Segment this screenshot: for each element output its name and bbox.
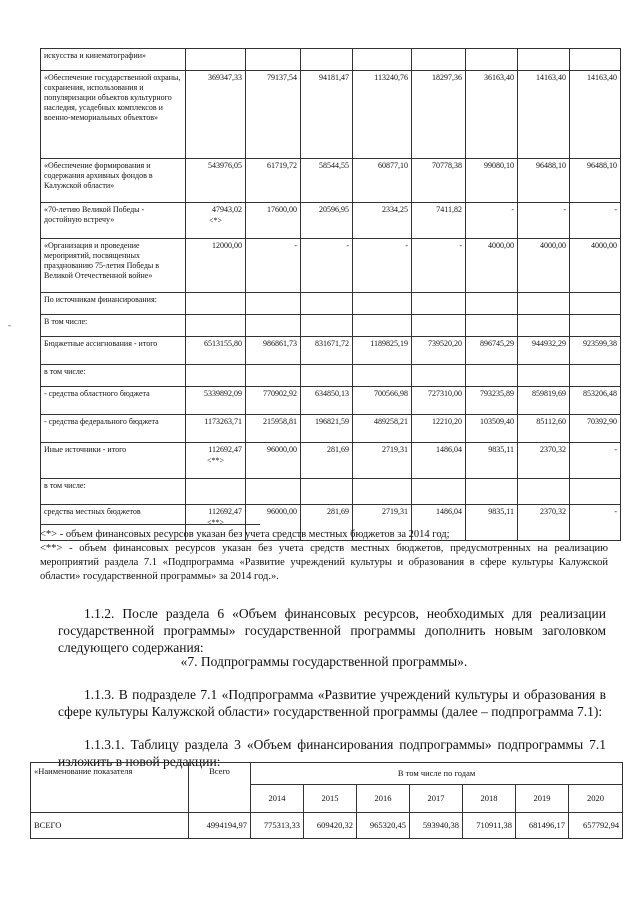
total-row-year-value: 965320,45	[357, 813, 410, 839]
paragraph-1-1-3-1-text: 1.1.3.1. Таблицу раздела 3 «Объем финансирования подпрограммы» подпрограммы 7.1 изложить в новой редакции:	[58, 737, 606, 769]
row-total-value: 47943,02	[212, 205, 242, 214]
year-header: 2016	[357, 785, 410, 813]
row-total-value: 1173263,71	[204, 417, 242, 426]
cell-year-2019	[518, 49, 570, 71]
total-row-year-value: 775313,33	[251, 813, 304, 839]
cell-year-2016	[353, 315, 412, 337]
row-total-value: 112692,47	[208, 445, 242, 454]
row-label: - средства областного бюджета	[41, 387, 186, 415]
cell-year-2019: 4000,00	[518, 239, 570, 293]
total-row-year-value: 609420,32	[304, 813, 357, 839]
cell-year-2016	[353, 365, 412, 387]
table-row	[41, 293, 621, 315]
cell-year-2014: 61719,72	[246, 159, 301, 203]
cell-year-2016: 60877,10	[353, 159, 412, 203]
total-row-year-value: 681496,17	[516, 813, 569, 839]
cell-year-2020	[570, 315, 621, 337]
cell-year-2016: 2719,31	[353, 505, 412, 541]
row-total-note: <**>	[206, 456, 225, 465]
table-row	[41, 415, 621, 443]
row-total	[186, 49, 246, 71]
cell-year-2018	[466, 49, 518, 71]
paragraph-1-1-3-text: 1.1.3. В подразделе 7.1 «Подпрограмма «Развитие учреждений культуры и образования в сфере культуры Калужской области» государственной программы (далее – подпрограмма 7.1):	[58, 687, 606, 719]
cell-year-2020: -	[570, 203, 621, 239]
cell-year-2015: 196821,59	[301, 415, 353, 443]
cell-year-2019: 2370,32	[518, 443, 570, 479]
row-label: в том числе:	[41, 365, 186, 387]
cell-year-2015	[301, 49, 353, 71]
row-total-note: <*>	[208, 216, 223, 225]
paragraph-1-1-3	[58, 686, 606, 720]
cell-year-2018: 896745,29	[466, 337, 518, 365]
row-total	[186, 387, 246, 415]
row-total	[186, 479, 246, 505]
cell-year-2019: 96488,10	[518, 159, 570, 203]
cell-year-2014	[246, 49, 301, 71]
table-row	[41, 203, 621, 239]
row-total-value: 6513155,80	[204, 339, 242, 348]
cell-year-2018: 99080,10	[466, 159, 518, 203]
cell-year-2014: 79137,54	[246, 71, 301, 159]
cell-year-2015: -	[301, 239, 353, 293]
cell-year-2020	[570, 365, 621, 387]
cell-year-2016: 700566,98	[353, 387, 412, 415]
cell-year-2020	[570, 479, 621, 505]
row-label: «Обеспечение государственной охраны, сохранения, использования и популяризации объектов культурного наследия, усадебных комплексов и военно-мемориальных объектов»	[41, 71, 186, 159]
row-label: По источникам финансирования:	[41, 293, 186, 315]
cell-year-2015: 58544,55	[301, 159, 353, 203]
cell-year-2017: 7411,82	[412, 203, 466, 239]
row-total	[186, 337, 246, 365]
footnote-1: <*> - объем финансовых ресурсов указан без учета средств местных бюджетов за 2014 год;	[40, 529, 450, 540]
cell-year-2014: 770902,92	[246, 387, 301, 415]
header-by-year: В том числе по годам	[251, 763, 623, 785]
table-row	[41, 239, 621, 293]
cell-year-2017: 18297,36	[412, 71, 466, 159]
cell-year-2018	[466, 479, 518, 505]
table-row	[41, 479, 621, 505]
cell-year-2019: 85112,60	[518, 415, 570, 443]
cell-year-2018: 9835,11	[466, 505, 518, 541]
row-label: «Обеспечение формирования и содержания архивных фондов в Калужской области»	[41, 159, 186, 203]
cell-year-2018	[466, 365, 518, 387]
cell-year-2016: 489258,21	[353, 415, 412, 443]
financing-table-body	[41, 49, 621, 541]
cell-year-2017: 739520,20	[412, 337, 466, 365]
cell-year-2017: 1486,04	[412, 443, 466, 479]
cell-year-2014	[246, 479, 301, 505]
cell-year-2020	[570, 49, 621, 71]
cell-year-2017	[412, 365, 466, 387]
cell-year-2019	[518, 479, 570, 505]
cell-year-2014: -	[246, 239, 301, 293]
cell-year-2015: 281,69	[301, 443, 353, 479]
table-row	[41, 315, 621, 337]
row-total-value: 112692,47	[208, 507, 242, 516]
cell-year-2019: -	[518, 203, 570, 239]
table-row	[41, 337, 621, 365]
cell-year-2018: 9835,11	[466, 443, 518, 479]
cell-year-2019	[518, 293, 570, 315]
cell-year-2015: 94181,47	[301, 71, 353, 159]
header-total: Всего	[189, 763, 251, 813]
row-label: «Организация и проведение мероприятий, посвященных празднованию 75-летия Победы в Великой Отечественной войне»	[41, 239, 186, 293]
row-total-value: 12000,00	[212, 241, 242, 250]
year-header: 2014	[251, 785, 304, 813]
financing-table	[40, 48, 621, 541]
cell-year-2018	[466, 293, 518, 315]
cell-year-2014: 986861,73	[246, 337, 301, 365]
cell-year-2019: 944932,29	[518, 337, 570, 365]
row-total	[186, 415, 246, 443]
total-row-total: 4994194,97	[189, 813, 251, 839]
total-row-year-value: 593940,38	[410, 813, 463, 839]
cell-year-2017	[412, 479, 466, 505]
row-total	[186, 293, 246, 315]
row-total-note: <**>	[206, 518, 225, 527]
cell-year-2016: 1189825,19	[353, 337, 412, 365]
cell-year-2014: 17600,00	[246, 203, 301, 239]
row-label: «70-летию Великой Победы - достойную встречу»	[41, 203, 186, 239]
header-indicator-name: «Наименование показателя	[31, 763, 189, 813]
cell-year-2019	[518, 315, 570, 337]
cell-year-2020: -	[570, 443, 621, 479]
cell-year-2015: 831671,72	[301, 337, 353, 365]
row-label: - средства федерального бюджета	[41, 415, 186, 443]
row-total	[186, 365, 246, 387]
table-row	[41, 365, 621, 387]
row-total	[186, 71, 246, 159]
row-label: средства местных бюджетов	[41, 505, 186, 541]
row-total	[186, 315, 246, 337]
cell-year-2016: 113240,76	[353, 71, 412, 159]
cell-year-2017	[412, 49, 466, 71]
table-row	[41, 71, 621, 159]
cell-year-2016	[353, 49, 412, 71]
cell-year-2015: 20596,95	[301, 203, 353, 239]
row-label: искусства и кинематографии»	[41, 49, 186, 71]
cell-year-2017: 1486,04	[412, 505, 466, 541]
year-header: 2017	[410, 785, 463, 813]
cell-year-2014	[246, 293, 301, 315]
cell-year-2018: 36163,40	[466, 71, 518, 159]
row-total-value: 543976,05	[208, 161, 242, 170]
row-total-value: 5339892,09	[204, 389, 242, 398]
year-header: 2020	[569, 785, 623, 813]
row-total-value: 369347,33	[208, 73, 242, 82]
cell-year-2019: 859819,69	[518, 387, 570, 415]
cell-year-2019: 14163,40	[518, 71, 570, 159]
row-total	[186, 159, 246, 203]
total-row-year-value: 657792,94	[569, 813, 623, 839]
cell-year-2017: 12210,20	[412, 415, 466, 443]
section-7-heading: «7. Подпрограммы государственной программы».	[180, 654, 468, 669]
cell-year-2015: 634850,13	[301, 387, 353, 415]
paragraph-1-1-2-text: 1.1.2. После раздела 6 «Объем финансовых ресурсов, необходимых для реализации государственной программы» государственной программы дополнить новым заголовком следующего содержания:	[58, 606, 606, 655]
cell-year-2020: 853206,48	[570, 387, 621, 415]
row-total	[186, 239, 246, 293]
cell-year-2016: -	[353, 239, 412, 293]
cell-year-2015	[301, 315, 353, 337]
cell-year-2014	[246, 365, 301, 387]
cell-year-2015	[301, 479, 353, 505]
footnotes	[40, 524, 608, 583]
total-row-year-value: 710911,38	[463, 813, 516, 839]
cell-year-2017: -	[412, 239, 466, 293]
cell-year-2016	[353, 479, 412, 505]
year-header: 2015	[304, 785, 357, 813]
cell-year-2018	[466, 315, 518, 337]
total-row	[31, 813, 623, 839]
cell-year-2014: 96000,00	[246, 443, 301, 479]
cell-year-2015: 281,69	[301, 505, 353, 541]
cell-year-2018: 793235,89	[466, 387, 518, 415]
cell-year-2015	[301, 365, 353, 387]
cell-year-2017	[412, 315, 466, 337]
cell-year-2014: 96000,00	[246, 505, 301, 541]
cell-year-2018: 4000,00	[466, 239, 518, 293]
row-label: В том числе:	[41, 315, 186, 337]
subprogram-financing-table	[30, 762, 623, 839]
row-label: в том числе:	[41, 479, 186, 505]
cell-year-2016: 2334,25	[353, 203, 412, 239]
cell-year-2020: 14163,40	[570, 71, 621, 159]
cell-year-2014	[246, 315, 301, 337]
row-label: Иные источники - итого	[41, 443, 186, 479]
cell-year-2017: 727310,00	[412, 387, 466, 415]
footnote-2: <**> - объем финансовых ресурсов указан без учета средств местных бюджетов, предусмотренных на реализацию мероприятий раздела 7.1 «Подпрограмма «Развитие учреждений культуры и образования в сфере культуры Калужской области» государственной программы» за 2014 год.».	[40, 542, 608, 582]
cell-year-2018: -	[466, 203, 518, 239]
cell-year-2020: 4000,00	[570, 239, 621, 293]
table-row	[41, 159, 621, 203]
cell-year-2020: 70392,90	[570, 415, 621, 443]
year-header: 2018	[463, 785, 516, 813]
footnote-divider	[40, 524, 260, 525]
row-label: Бюджетные ассигнования - итого	[41, 337, 186, 365]
cell-year-2014: 215958,81	[246, 415, 301, 443]
cell-year-2020: -	[570, 505, 621, 541]
cell-year-2017: 70778,38	[412, 159, 466, 203]
cell-year-2019	[518, 365, 570, 387]
cell-year-2020: 923599,38	[570, 337, 621, 365]
cell-year-2015	[301, 293, 353, 315]
cell-year-2019: 2370,32	[518, 505, 570, 541]
table-row	[41, 443, 621, 479]
cell-year-2018: 103509,40	[466, 415, 518, 443]
cell-year-2016	[353, 293, 412, 315]
year-header: 2019	[516, 785, 569, 813]
cell-year-2020	[570, 293, 621, 315]
table-row	[41, 49, 621, 71]
paragraph-1-1-2	[58, 605, 606, 656]
page-mark: -	[8, 320, 11, 330]
cell-year-2017	[412, 293, 466, 315]
cell-year-2016: 2719,31	[353, 443, 412, 479]
total-row-label: ВСЕГО	[31, 813, 189, 839]
row-total	[186, 203, 246, 239]
table-row	[41, 387, 621, 415]
row-total	[186, 443, 246, 479]
cell-year-2020: 96488,10	[570, 159, 621, 203]
